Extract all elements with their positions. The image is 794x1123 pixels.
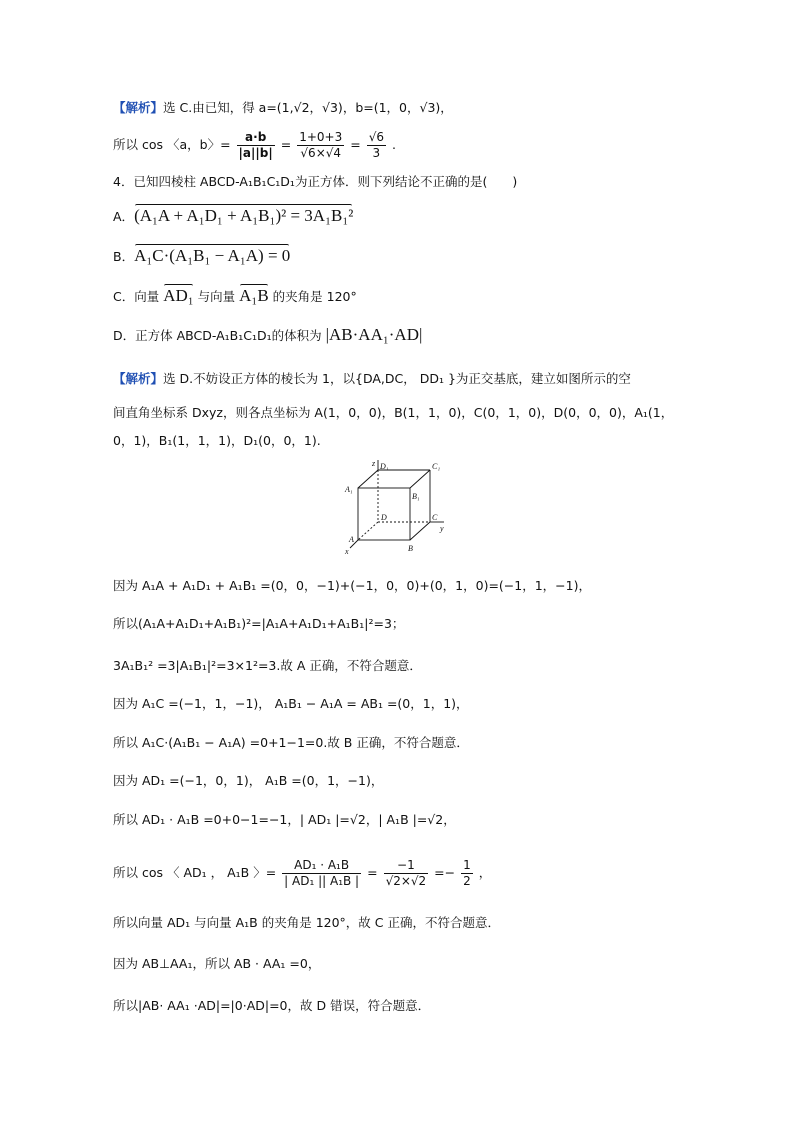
fraction-numerator: 1	[463, 858, 471, 872]
edge-b-c	[410, 522, 430, 540]
fraction-numerator: −1	[384, 858, 429, 874]
fraction-2	[384, 858, 429, 889]
fraction-1	[282, 858, 361, 889]
fraction-2	[297, 130, 344, 161]
option-a	[113, 206, 353, 227]
fraction-numerator: AD₁ · A₁B	[282, 858, 361, 874]
step-5: 所以 A₁C·(A₁B₁ − A₁A) =0+1−1=0.故 B 正确，不符合题意．	[113, 735, 469, 750]
hidden-edge-d-a	[358, 522, 378, 540]
label-x: x	[345, 547, 349, 556]
step-7: 所以 AD₁ · A₁B =0+0−1=−1，| AD₁ |=√2，| A₁B |=√2，	[113, 812, 456, 827]
option-b	[113, 246, 290, 267]
option-c-post: 的夹角是 120°	[268, 289, 357, 304]
step-1: 因为 A₁A + A₁D₁ + A₁B₁ =(0，0，−1)+(−1，0，0)+(0，1，0)=(−1，1，−1)，	[113, 578, 591, 593]
solution-line-1	[113, 98, 453, 118]
fraction-denominator: 2	[463, 874, 471, 888]
step-2: 所以(A₁A+A₁D₁+A₁B₁)²=|A₁A+A₁D₁+A₁B₁|²=3；	[113, 616, 405, 631]
edge-b1-c1	[410, 470, 430, 488]
option-c	[113, 286, 357, 307]
label-a: A	[349, 535, 354, 544]
analysis-tag: 【解析】	[113, 100, 164, 115]
solution-d-line-1	[113, 369, 631, 389]
vector-ad1: AD₁	[163, 286, 194, 305]
label-b: B	[408, 544, 413, 553]
label-c: C	[432, 513, 438, 522]
step-8-cos	[113, 858, 491, 889]
equals: =	[350, 137, 361, 152]
label-b1: B₁	[412, 492, 420, 501]
question-4: 4．已知四棱柱 ABCD-A₁B₁C₁D₁为正方体．则下列结论不正确的是( )	[113, 174, 518, 189]
fraction-denominator: √2×√2	[385, 874, 427, 888]
step-6: 因为 AD₁ =(−1，0，1)， A₁B =(0，1，−1)，	[113, 773, 384, 788]
equals: =	[367, 865, 378, 880]
fraction-denominator: | AD₁ || A₁B |	[284, 874, 360, 888]
period: .	[391, 137, 396, 152]
solution-d-line-3: 0，1)，B₁(1，1，1)，D₁(0，0，1).	[113, 433, 321, 448]
option-c-mid: 与向量	[193, 289, 240, 304]
cos-prefix: 所以 cos 〈 AD₁ ， A₁B 〉=	[113, 865, 277, 880]
fraction-3	[461, 858, 473, 889]
comma: ，	[478, 865, 492, 880]
cos-formula-line	[113, 130, 396, 161]
option-label: D．	[113, 328, 136, 343]
step-4: 因为 A₁C =(−1，1，−1)， A₁B₁ − A₁A = AB₁ =(0，1，1)，	[113, 696, 469, 711]
option-d-pre: 正方体 ABCD-A₁B₁C₁D₁的体积为	[135, 328, 326, 343]
option-label: A．	[113, 209, 135, 224]
edge-a1-d1	[358, 470, 378, 488]
fraction-denominator: |a||b|	[238, 146, 273, 160]
equals: =	[280, 137, 292, 152]
fraction-numerator: 1+0+3	[299, 130, 343, 144]
step-10: 因为 AB⊥AA₁，所以 AB · AA₁ =0，	[113, 956, 321, 971]
fraction-denominator: 3	[372, 146, 381, 160]
fraction-denominator: √6×√4	[300, 146, 342, 160]
label-z: z	[372, 459, 376, 468]
step-3: 3A₁B₁² =3|A₁B₁|²=3×1²=3.故 A 正确，不符合题意．	[113, 658, 422, 673]
equals: =−	[434, 865, 456, 880]
analysis-tag: 【解析】	[113, 371, 164, 386]
fraction-numerator: √6	[368, 130, 384, 144]
label-d1: D₁	[380, 462, 389, 471]
cos-prefix: 所以 cos 〈a，b〉=	[113, 137, 231, 152]
label-d: D	[381, 513, 387, 522]
step-11: 所以|AB· AA₁ ·AD|=|0·AD|=0，故 D 错误，符合题意．	[113, 998, 431, 1013]
label-c1: C₁	[432, 462, 441, 471]
cube-diagram	[340, 458, 450, 556]
vector-a1b: A₁B	[239, 286, 269, 305]
option-b-expression: A₁C·(A₁B₁ − A₁A) = 0	[134, 246, 291, 265]
solution-text: 选 D.不妨设正方体的棱长为 1，以{DA,DC， DD₁ }为正交基底，建立如图所示的空	[163, 371, 631, 386]
option-label: C．	[113, 289, 135, 304]
fraction-3	[367, 130, 386, 161]
option-d-expression: |AB·AA₁·AD|	[325, 325, 423, 344]
option-a-expression: (A₁A + A₁D₁ + A₁B₁)² = 3A₁B₁²	[134, 206, 354, 225]
label-a1: A₁	[345, 485, 353, 494]
solution-d-line-2: 间直角坐标系 Dxyz，则各点坐标为 A(1，0，0)，B(1，1，0)，C(0，1，0)，D(0，0，0)，A₁(1，	[113, 405, 674, 420]
line1-text: 选 C.由已知，得 a=(1,√2，√3)，b=(1，0，√3)，	[163, 100, 453, 115]
step-9: 所以向量 AD₁ 与向量 A₁B 的夹角是 120°，故 C 正确，不符合题意．	[113, 915, 500, 930]
fraction-numerator: a·b	[237, 130, 275, 146]
fraction-1	[237, 130, 275, 161]
label-y: y	[440, 524, 444, 533]
option-label: B．	[113, 249, 135, 264]
option-c-pre: 向量	[134, 289, 164, 304]
option-d	[113, 325, 422, 346]
